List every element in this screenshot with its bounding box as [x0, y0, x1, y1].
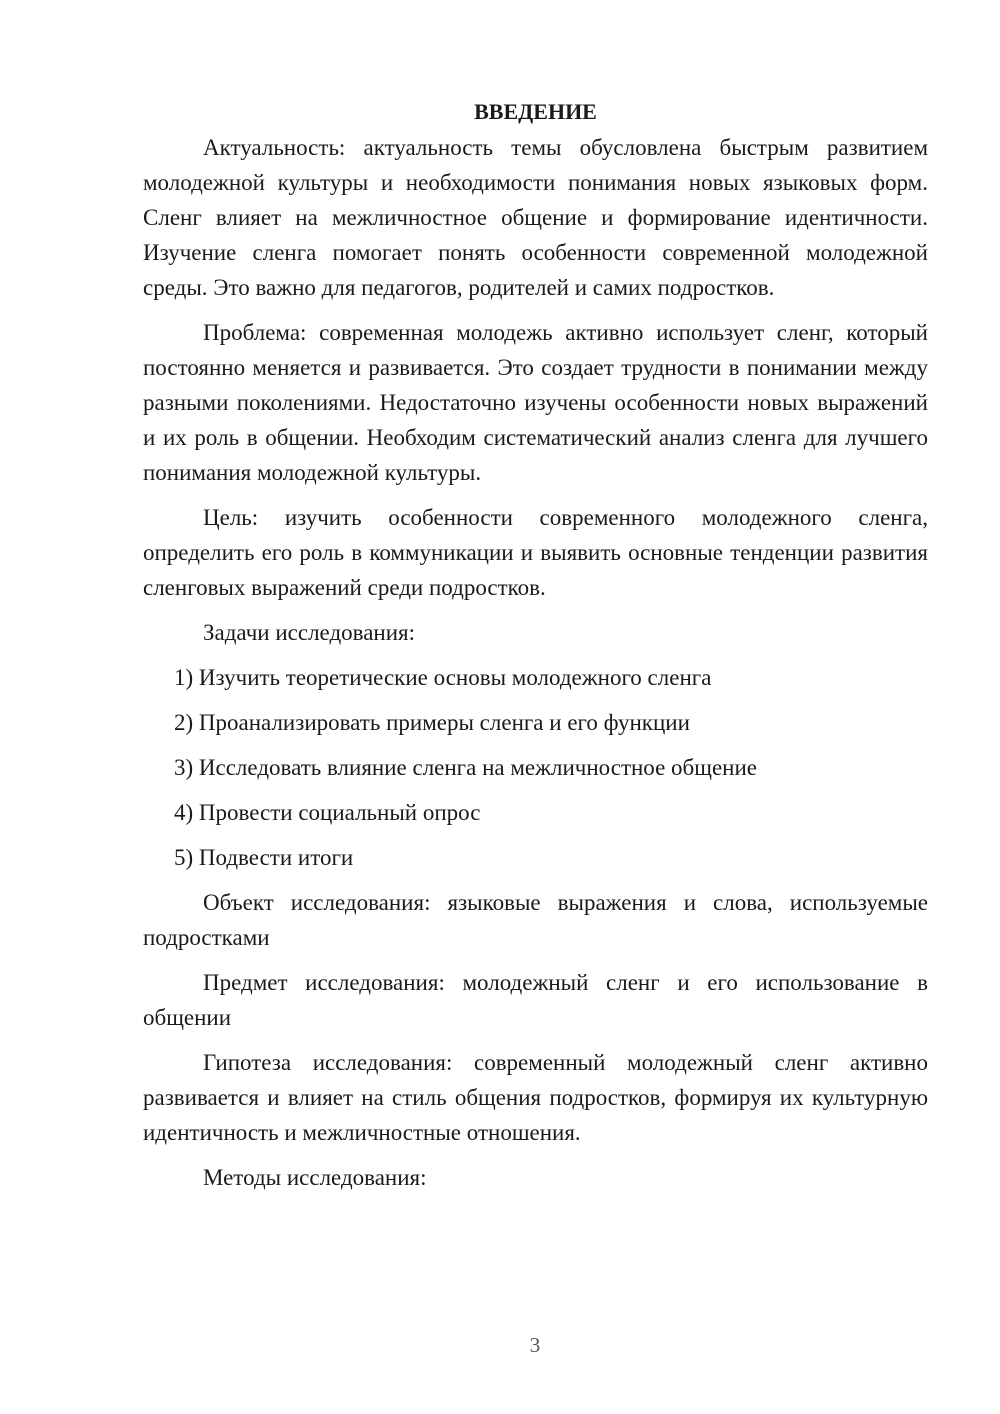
page-content [143, 92, 928, 1195]
page-number: 3 [529, 1333, 541, 1357]
tasks-list [143, 660, 928, 875]
list-item: 3) Исследовать влияние сленга на межличностное общение [174, 755, 757, 780]
paragraph-object: Объект исследования: языковые выражения и слова, используемые подростками [143, 890, 928, 950]
paragraph-problem: Проблема: современная молодежь активно использует сленг, который постоянно меняется и развивается. Это создает трудности в понимании между разными поколениями. Недостаточно изучены особенности новых выражений и их роль в общении. Необходим систематический анализ сленга для лучшего понимания молодежной культуры. [143, 320, 928, 485]
list-item: 4) Провести социальный опрос [174, 800, 481, 825]
list-item: 2) Проанализировать примеры сленга и его функции [174, 710, 690, 735]
list-item: 1) Изучить теоретические основы молодежного сленга [174, 665, 712, 690]
paragraph-hypothesis: Гипотеза исследования: современный молодежный сленг активно развивается и влияет на стиль общения подростков, формируя их культурную идентичность и межличностные отношения. [143, 1050, 928, 1145]
tasks-heading: Задачи исследования: [203, 620, 416, 645]
page-title: ВВЕДЕНИЕ [474, 99, 597, 124]
paragraph-methods: Методы исследования: [203, 1165, 427, 1190]
paragraph-relevance: Актуальность: актуальность темы обусловлена быстрым развитием молодежной культуры и необходимости понимания новых языковых форм. Сленг влияет на межличностное общение и формирование идентичности. Изучение сленга помогает понять особенности современной молодежной среды. Это важно для педагогов, родителей и самих подростков. [143, 135, 928, 300]
list-item: 5) Подвести итоги [174, 845, 354, 870]
paragraph-goal: Цель: изучить особенности современного молодежного сленга, определить его роль в коммуникации и выявить основные тенденции развития сленговых выражений среди подростков. [143, 505, 928, 600]
paragraph-subject: Предмет исследования: молодежный сленг и его использование в общении [143, 970, 928, 1030]
